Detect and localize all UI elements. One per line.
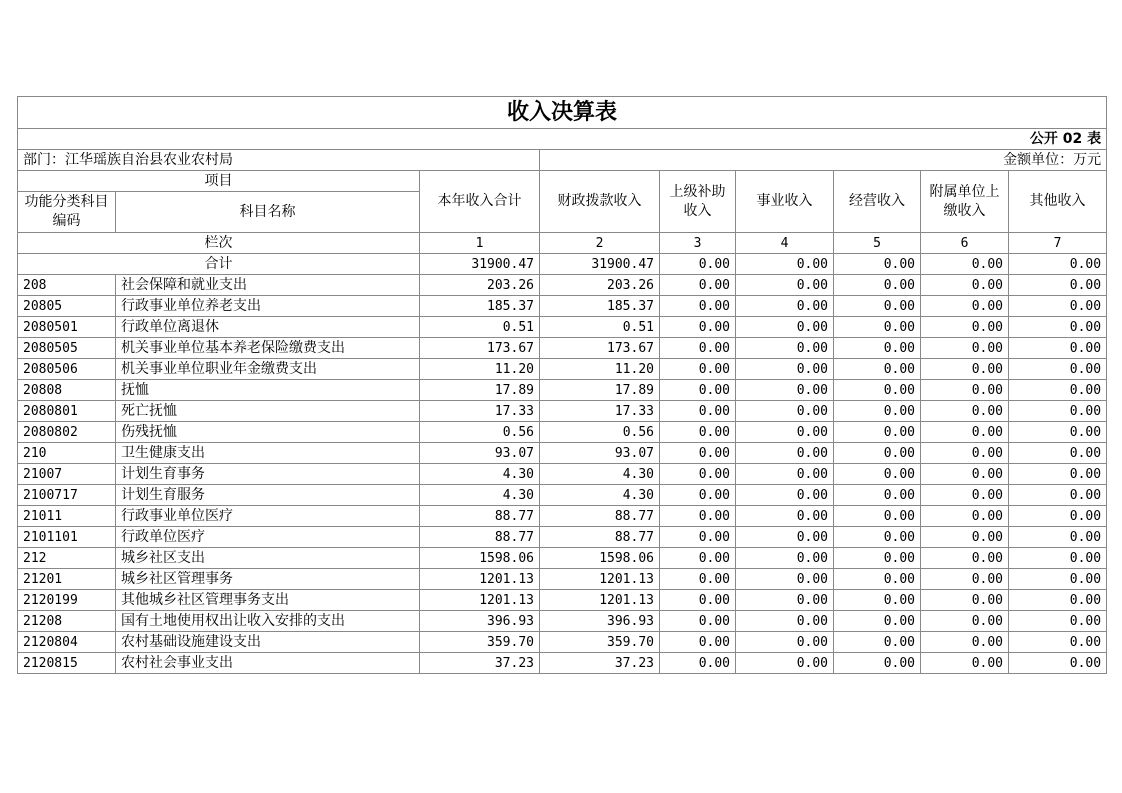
row-value: 0.00	[1009, 590, 1107, 611]
row-value: 17.33	[420, 401, 540, 422]
row-value: 0.00	[834, 317, 921, 338]
row-value: 0.00	[834, 569, 921, 590]
total-label: 合计	[18, 254, 420, 275]
table-row	[18, 590, 1107, 611]
row-name: 行政事业单位养老支出	[116, 296, 420, 317]
row-value: 0.00	[834, 380, 921, 401]
table-row	[18, 506, 1107, 527]
table-row	[18, 422, 1107, 443]
row-value: 0.00	[834, 464, 921, 485]
header-superior: 上级补助收入	[660, 171, 736, 233]
row-value: 11.20	[540, 359, 660, 380]
row-value: 0.00	[834, 401, 921, 422]
row-value: 359.70	[420, 632, 540, 653]
row-code: 20805	[18, 296, 116, 317]
row-name: 机关事业单位基本养老保险缴费支出	[116, 338, 420, 359]
row-value: 0.51	[420, 317, 540, 338]
row-value: 0.00	[660, 443, 736, 464]
row-value: 0.00	[660, 506, 736, 527]
row-value: 0.00	[660, 359, 736, 380]
row-value: 0.00	[660, 464, 736, 485]
total-value: 0.00	[736, 254, 834, 275]
row-value: 0.00	[1009, 464, 1107, 485]
row-value: 17.89	[540, 380, 660, 401]
row-value: 0.00	[736, 464, 834, 485]
row-code: 2120199	[18, 590, 116, 611]
row-name: 行政事业单位医疗	[116, 506, 420, 527]
row-value: 0.00	[834, 338, 921, 359]
department-label: 部门：江华瑶族自治县农业农村局	[18, 150, 540, 171]
row-value: 0.00	[921, 296, 1009, 317]
row-value: 0.00	[736, 401, 834, 422]
row-value: 0.00	[736, 317, 834, 338]
row-name: 国有土地使用权出让收入安排的支出	[116, 611, 420, 632]
row-value: 11.20	[420, 359, 540, 380]
column-num: 1	[420, 233, 540, 254]
row-name: 农村社会事业支出	[116, 653, 420, 674]
row-name: 死亡抚恤	[116, 401, 420, 422]
row-name: 卫生健康支出	[116, 443, 420, 464]
total-value: 0.00	[834, 254, 921, 275]
row-value: 0.00	[660, 569, 736, 590]
column-number-row	[18, 233, 1107, 254]
row-value: 0.00	[921, 401, 1009, 422]
column-num: 7	[1009, 233, 1107, 254]
row-code: 212	[18, 548, 116, 569]
row-code: 208	[18, 275, 116, 296]
row-value: 0.00	[921, 527, 1009, 548]
row-name: 社会保障和就业支出	[116, 275, 420, 296]
row-value: 0.00	[1009, 527, 1107, 548]
column-num: 6	[921, 233, 1009, 254]
row-value: 0.00	[1009, 506, 1107, 527]
row-value: 0.00	[1009, 548, 1107, 569]
row-value: 185.37	[540, 296, 660, 317]
row-value: 0.00	[834, 632, 921, 653]
row-name: 抚恤	[116, 380, 420, 401]
total-value: 0.00	[1009, 254, 1107, 275]
page-title: 收入决算表	[18, 97, 1107, 129]
row-value: 0.00	[834, 611, 921, 632]
row-code: 21208	[18, 611, 116, 632]
row-value: 0.00	[660, 485, 736, 506]
table-row	[18, 296, 1107, 317]
row-value: 0.00	[921, 653, 1009, 674]
table-row	[18, 275, 1107, 296]
table-row	[18, 338, 1107, 359]
row-value: 0.00	[1009, 653, 1107, 674]
row-name: 计划生育服务	[116, 485, 420, 506]
row-value: 88.77	[420, 527, 540, 548]
row-code: 2080506	[18, 359, 116, 380]
table-row	[18, 317, 1107, 338]
row-value: 0.00	[1009, 380, 1107, 401]
row-value: 93.07	[420, 443, 540, 464]
row-value: 0.00	[736, 506, 834, 527]
row-value: 37.23	[540, 653, 660, 674]
row-value: 0.00	[1009, 359, 1107, 380]
row-value: 173.67	[420, 338, 540, 359]
column-num: 2	[540, 233, 660, 254]
row-value: 0.00	[921, 464, 1009, 485]
row-value: 0.00	[1009, 569, 1107, 590]
row-value: 1201.13	[420, 569, 540, 590]
row-value: 88.77	[540, 506, 660, 527]
row-value: 0.00	[921, 506, 1009, 527]
row-value: 0.00	[921, 611, 1009, 632]
row-name: 城乡社区管理事务	[116, 569, 420, 590]
row-code: 2080501	[18, 317, 116, 338]
row-value: 185.37	[420, 296, 540, 317]
column-row-label: 栏次	[18, 233, 420, 254]
row-value: 0.00	[660, 632, 736, 653]
row-value: 0.00	[736, 485, 834, 506]
header-total-income: 本年收入合计	[420, 171, 540, 233]
table-row	[18, 548, 1107, 569]
table-row	[18, 653, 1107, 674]
header-name: 科目名称	[116, 192, 420, 233]
row-value: 17.89	[420, 380, 540, 401]
row-value: 0.00	[834, 590, 921, 611]
row-value: 0.00	[834, 275, 921, 296]
row-value: 4.30	[540, 464, 660, 485]
row-code: 21007	[18, 464, 116, 485]
row-value: 0.00	[834, 443, 921, 464]
total-value: 31900.47	[540, 254, 660, 275]
row-value: 359.70	[540, 632, 660, 653]
row-value: 203.26	[540, 275, 660, 296]
row-value: 0.00	[1009, 401, 1107, 422]
income-table	[17, 96, 1107, 674]
row-name: 伤残抚恤	[116, 422, 420, 443]
row-value: 0.00	[921, 359, 1009, 380]
row-value: 4.30	[540, 485, 660, 506]
row-value: 0.00	[921, 485, 1009, 506]
row-value: 0.00	[660, 275, 736, 296]
row-value: 203.26	[420, 275, 540, 296]
row-value: 1598.06	[420, 548, 540, 569]
row-value: 173.67	[540, 338, 660, 359]
row-value: 4.30	[420, 485, 540, 506]
row-value: 0.00	[834, 296, 921, 317]
row-name: 行政单位离退休	[116, 317, 420, 338]
row-value: 0.51	[540, 317, 660, 338]
table-row	[18, 632, 1107, 653]
row-value: 0.00	[736, 338, 834, 359]
table-row	[18, 464, 1107, 485]
row-value: 0.00	[921, 338, 1009, 359]
header-affiliated: 附属单位上缴收入	[921, 171, 1009, 233]
row-value: 0.00	[1009, 611, 1107, 632]
table-row	[18, 401, 1107, 422]
table-row	[18, 527, 1107, 548]
row-name: 计划生育事务	[116, 464, 420, 485]
row-value: 0.00	[660, 296, 736, 317]
column-num: 4	[736, 233, 834, 254]
row-value: 0.00	[921, 443, 1009, 464]
row-value: 0.00	[1009, 422, 1107, 443]
row-value: 0.00	[1009, 275, 1107, 296]
row-value: 1201.13	[420, 590, 540, 611]
total-value: 31900.47	[420, 254, 540, 275]
row-value: 0.00	[1009, 443, 1107, 464]
row-value: 0.00	[834, 527, 921, 548]
row-code: 2080802	[18, 422, 116, 443]
row-value: 93.07	[540, 443, 660, 464]
row-name: 其他城乡社区管理事务支出	[116, 590, 420, 611]
row-value: 0.00	[660, 527, 736, 548]
row-value: 1201.13	[540, 569, 660, 590]
row-value: 0.00	[834, 359, 921, 380]
row-value: 0.00	[921, 422, 1009, 443]
row-value: 0.00	[1009, 338, 1107, 359]
row-code: 2080801	[18, 401, 116, 422]
table-row	[18, 380, 1107, 401]
row-value: 0.00	[736, 275, 834, 296]
row-value: 0.00	[1009, 296, 1107, 317]
row-value: 0.00	[736, 611, 834, 632]
row-value: 88.77	[420, 506, 540, 527]
row-value: 0.00	[736, 527, 834, 548]
row-name: 行政单位医疗	[116, 527, 420, 548]
row-code: 2101101	[18, 527, 116, 548]
header-business: 事业收入	[736, 171, 834, 233]
header-item: 项目	[18, 171, 420, 192]
row-value: 4.30	[420, 464, 540, 485]
row-value: 0.00	[660, 548, 736, 569]
row-value: 88.77	[540, 527, 660, 548]
row-value: 0.00	[736, 632, 834, 653]
row-value: 0.00	[834, 485, 921, 506]
row-value: 1598.06	[540, 548, 660, 569]
row-value: 0.00	[1009, 632, 1107, 653]
row-value: 0.00	[736, 380, 834, 401]
row-value: 0.00	[736, 443, 834, 464]
column-num: 3	[660, 233, 736, 254]
form-code: 公开 02 表	[420, 129, 1107, 150]
row-value: 0.00	[921, 317, 1009, 338]
row-value: 0.00	[834, 422, 921, 443]
row-value: 0.00	[834, 653, 921, 674]
row-value: 0.00	[1009, 485, 1107, 506]
row-value: 0.00	[736, 296, 834, 317]
row-value: 0.00	[921, 548, 1009, 569]
row-value: 0.00	[660, 611, 736, 632]
row-value: 0.00	[921, 632, 1009, 653]
row-value: 0.00	[736, 590, 834, 611]
row-value: 396.93	[420, 611, 540, 632]
table-row	[18, 443, 1107, 464]
row-value: 0.00	[660, 422, 736, 443]
row-code: 21201	[18, 569, 116, 590]
row-value: 0.00	[736, 569, 834, 590]
header-fiscal: 财政拨款收入	[540, 171, 660, 233]
row-value: 0.00	[736, 422, 834, 443]
header-other: 其他收入	[1009, 171, 1107, 233]
unit-label: 金额单位：万元	[540, 150, 1107, 171]
total-row	[18, 254, 1107, 275]
row-code: 21011	[18, 506, 116, 527]
row-value: 0.00	[1009, 317, 1107, 338]
row-value: 0.00	[660, 338, 736, 359]
column-num: 5	[834, 233, 921, 254]
row-value: 0.00	[921, 569, 1009, 590]
table-row	[18, 359, 1107, 380]
row-value: 17.33	[540, 401, 660, 422]
row-value: 0.00	[660, 590, 736, 611]
row-value: 37.23	[420, 653, 540, 674]
row-value: 0.00	[736, 359, 834, 380]
row-code: 2100717	[18, 485, 116, 506]
row-value: 0.00	[921, 275, 1009, 296]
row-value: 0.00	[921, 380, 1009, 401]
row-value: 1201.13	[540, 590, 660, 611]
total-value: 0.00	[660, 254, 736, 275]
total-value: 0.00	[921, 254, 1009, 275]
row-value: 0.00	[660, 380, 736, 401]
header-code: 功能分类科目编码	[18, 192, 116, 233]
row-value: 396.93	[540, 611, 660, 632]
row-code: 2080505	[18, 338, 116, 359]
row-value: 0.00	[660, 317, 736, 338]
row-value: 0.00	[921, 590, 1009, 611]
row-value: 0.56	[540, 422, 660, 443]
row-value: 0.00	[834, 506, 921, 527]
row-code: 2120804	[18, 632, 116, 653]
row-code: 210	[18, 443, 116, 464]
row-value: 0.00	[660, 653, 736, 674]
table-row	[18, 611, 1107, 632]
row-value: 0.56	[420, 422, 540, 443]
header-operating: 经营收入	[834, 171, 921, 233]
row-name: 农村基础设施建设支出	[116, 632, 420, 653]
table-row	[18, 485, 1107, 506]
table-row	[18, 569, 1107, 590]
row-value: 0.00	[736, 548, 834, 569]
row-value: 0.00	[834, 548, 921, 569]
row-value: 0.00	[736, 653, 834, 674]
row-code: 2120815	[18, 653, 116, 674]
row-value: 0.00	[660, 401, 736, 422]
row-code: 20808	[18, 380, 116, 401]
row-name: 机关事业单位职业年金缴费支出	[116, 359, 420, 380]
row-name: 城乡社区支出	[116, 548, 420, 569]
